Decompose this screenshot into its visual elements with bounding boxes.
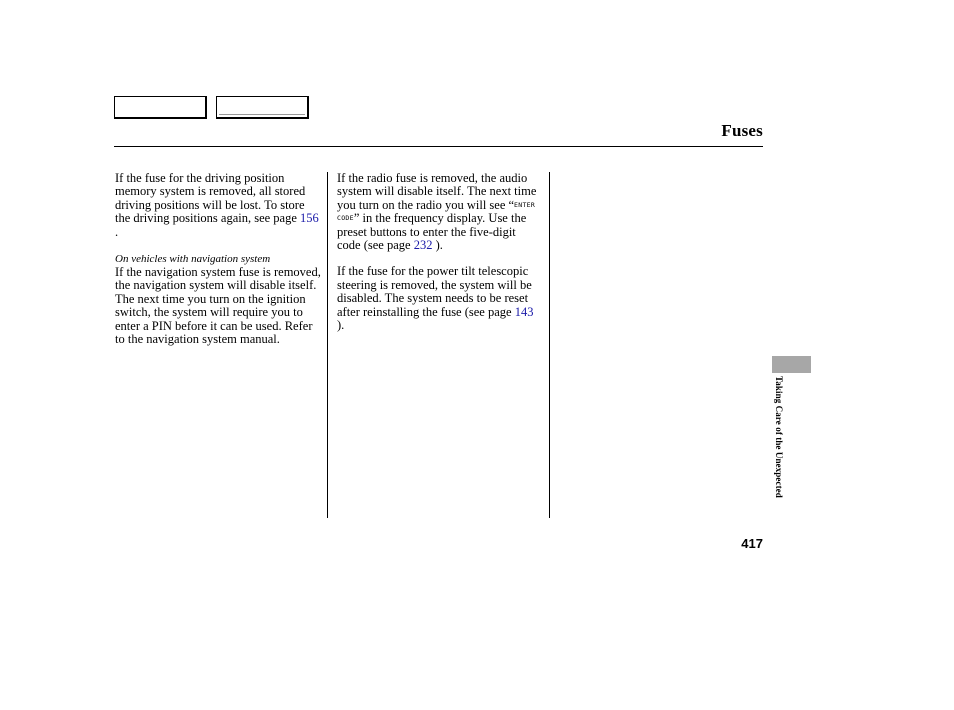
nav-button-contents[interactable] bbox=[114, 96, 207, 119]
page-link-143[interactable]: 143 bbox=[514, 304, 534, 319]
paragraph-text: If the fuse for the power tilt telescopic steering is removed, the system will be disabled. The system needs to be reset after reinstalling the fuse (see page bbox=[337, 264, 532, 319]
page-title: Fuses bbox=[721, 121, 763, 140]
paragraph-end: . bbox=[115, 224, 119, 239]
paragraph-text: If the fuse for the driving position memory system is removed, all stored driving positions will be lost. To store the driving positions again, see page bbox=[115, 171, 306, 226]
navigation-note: On vehicles with navigation system bbox=[115, 253, 271, 266]
page-number: 417 bbox=[741, 536, 763, 551]
paragraph-memory-fuse bbox=[115, 172, 321, 239]
section-label: Taking Care of the Unexpected bbox=[774, 376, 784, 498]
page-link-232[interactable]: 232 bbox=[413, 238, 433, 253]
paragraph-radio-fuse bbox=[337, 172, 537, 252]
paragraph-end: ). bbox=[432, 238, 443, 253]
column-2 bbox=[337, 172, 537, 332]
paragraph-text: ” in the frequency display. Use the preset buttons to enter the five-digit code (see page bbox=[337, 211, 527, 253]
paragraph-text: If the radio fuse is removed, the audio system will disable itself. The next time you turn on the radio you will see “ bbox=[337, 171, 537, 212]
paragraph-end: ). bbox=[337, 318, 345, 333]
column-divider bbox=[327, 172, 328, 518]
paragraph-steering-fuse bbox=[337, 265, 537, 332]
nav-button-index[interactable] bbox=[216, 96, 309, 119]
column-1 bbox=[115, 172, 321, 346]
column-divider bbox=[549, 172, 550, 518]
paragraph-navigation-fuse: If the navigation system fuse is removed, the navigation system will disable itself. The next time you turn on the ignition switch, the system will require you to enter a PIN before it can be used. Refer to the navigation system manual. bbox=[115, 265, 321, 347]
section-tab[interactable] bbox=[772, 356, 811, 373]
header-rule bbox=[114, 146, 763, 147]
page-link-156[interactable]: 156 bbox=[300, 211, 319, 226]
radio-display-text: ENTER CODE bbox=[337, 200, 536, 223]
